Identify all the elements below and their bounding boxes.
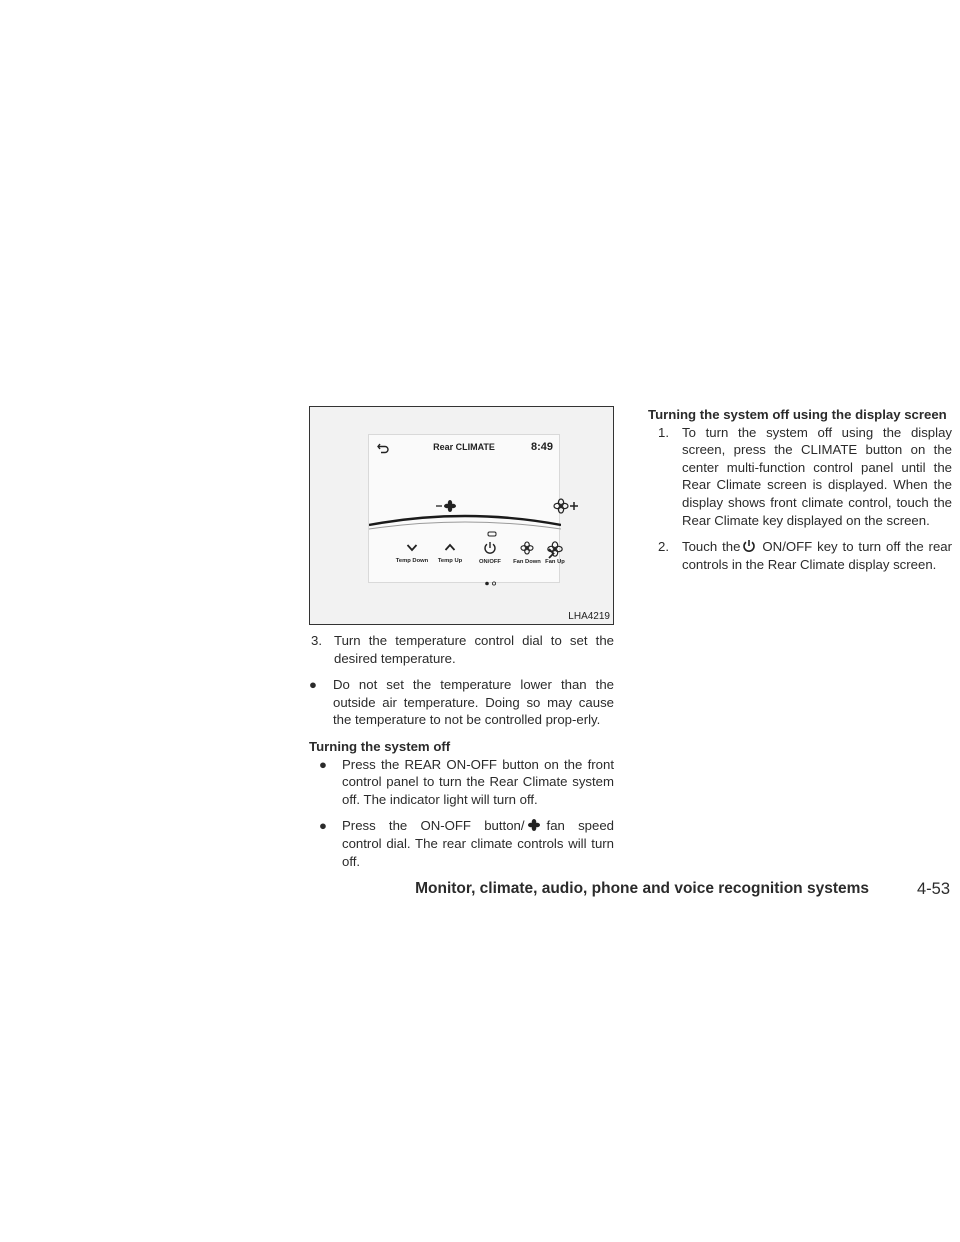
power-icon — [742, 539, 756, 553]
off-bullet-2 — [309, 817, 614, 870]
bullet-icon: ● — [309, 677, 317, 693]
caution-bullet — [309, 676, 614, 729]
step-number: 2. — [658, 539, 669, 555]
temp-up-label: Temp Up — [437, 558, 463, 564]
temp-down-label: Temp Down — [395, 558, 429, 564]
on-off-button[interactable] — [473, 541, 507, 565]
off-bullet-1 — [309, 756, 614, 809]
page-number: 4-53 — [916, 880, 950, 898]
step-number: 1. — [658, 424, 669, 440]
section-title: Monitor, climate, audio, phone and voice recognition systems — [415, 880, 869, 897]
fan-up-label: Fan Up — [545, 559, 565, 565]
fan-icon — [520, 541, 534, 555]
off-bullet-1-text: Press the REAR ON-OFF button on the front control panel to turn the Rear Climate system off. The indicator light will turn off. — [342, 756, 614, 807]
section-heading-turning-off: Turning the system off — [309, 738, 451, 754]
off-bullet-2-text-a: Press the ON-OFF button/ — [342, 818, 525, 834]
screen-title: Rear CLIMATE — [433, 442, 495, 452]
caution-text: Do not set the temperature lower than the outside air temperature. Doing so may cause the temperature to not be controlled prop-erly. — [333, 677, 614, 728]
on-off-label: ON/OFF — [479, 559, 501, 565]
step-text: To turn the system off using the display screen, press the CLIMATE button on the center multi-function control panel until the Rear Climate screen is displayed. When the display shows front climate control, touch the Rear Climate key displayed on the screen. — [682, 424, 952, 528]
temp-up-button[interactable] — [433, 543, 467, 564]
fan-speed-high-indicator[interactable] — [553, 498, 579, 514]
section-heading-display-off: Turning the system off using the display screen — [648, 407, 947, 422]
climate-screen-figure — [309, 406, 614, 625]
temp-down-button[interactable] — [395, 543, 429, 564]
bullet-icon: ● — [319, 756, 327, 772]
chevron-up-icon — [444, 543, 456, 552]
left-column — [309, 632, 614, 870]
step-number: 3. — [311, 633, 322, 648]
power-icon — [483, 541, 497, 555]
off-bullet-2-text-b: fan speed control dial. The rear climate controls will turn off. — [342, 818, 614, 869]
step-text: Turn the temperature control dial to set the desired temperature. — [334, 633, 614, 666]
page-indicator-dots — [483, 581, 499, 586]
fan-speed-low-indicator[interactable] — [435, 500, 457, 512]
step-2 — [648, 538, 952, 573]
step-1 — [648, 424, 952, 530]
step-2-text-b: ON/OFF key to turn off the rear controls in the Rear Climate display screen. — [682, 539, 953, 572]
page-footer — [415, 880, 953, 906]
step-2-text-a: Touch the — [682, 539, 741, 555]
fan-icon — [444, 500, 456, 512]
fan-down-label: Fan Down — [513, 559, 541, 565]
screen-divider-curve — [369, 513, 561, 541]
rear-climate-display — [368, 434, 565, 583]
clock: 8:49 — [530, 441, 553, 453]
bullet-icon: ● — [319, 818, 327, 834]
right-column — [648, 406, 952, 573]
fan-down-button[interactable] — [510, 541, 544, 565]
fan-icon — [527, 818, 541, 832]
chevron-right-icon[interactable] — [547, 548, 555, 559]
fan-icon — [554, 499, 568, 513]
fan-up-button[interactable] — [540, 541, 570, 565]
figure-code: LHA4219 — [568, 611, 610, 622]
chevron-down-icon — [406, 543, 418, 552]
step-3 — [309, 632, 614, 667]
